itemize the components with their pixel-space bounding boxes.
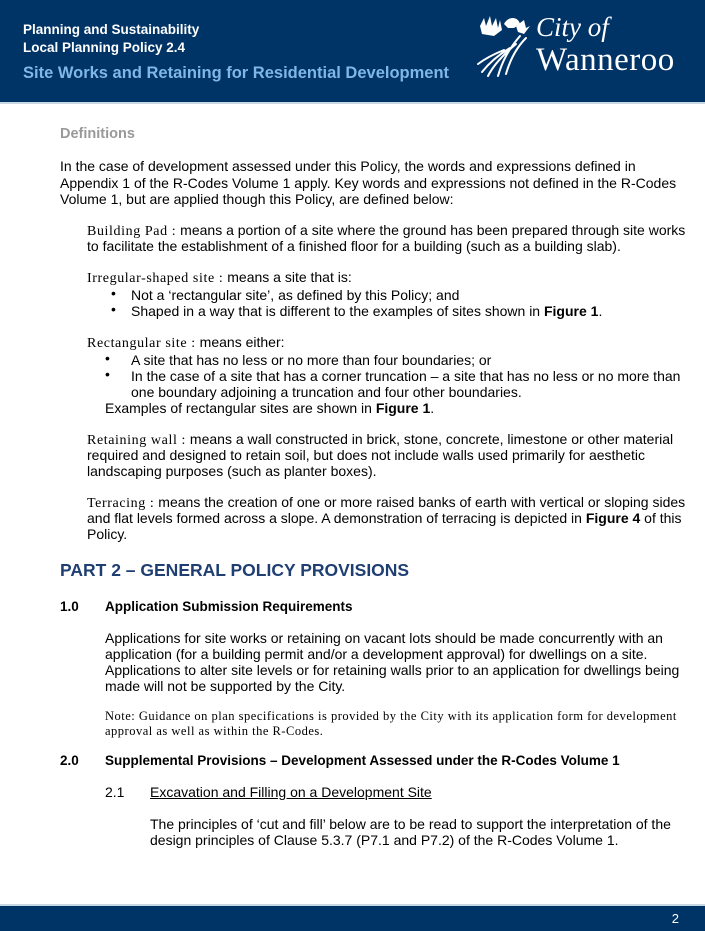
department-label: Planning and Sustainability (23, 22, 200, 37)
section-1-note-line-1: Note: Guidance on plan specifications is provided by the City with its application form for development (105, 709, 677, 723)
logo-wanneroo: Wanneroo (536, 42, 675, 78)
policy-label: Local Planning Policy 2.4 (23, 40, 186, 55)
kangaroo-paw-icon (474, 14, 534, 78)
figure-1-ref: Figure 1 (375, 400, 431, 416)
bullet-icon: • (105, 366, 110, 382)
bullet-text: Shaped in a way that is different to the examples of sites shown in (131, 303, 544, 319)
section-2-title: Supplemental Provisions – Development Assessed under the R-Codes Volume 1 (105, 753, 620, 768)
logo-city-of: City of (536, 12, 609, 42)
definition-text: means either: (195, 334, 285, 350)
definition-irregular-site (87, 269, 352, 287)
term-terracing: Terracing : (87, 496, 155, 511)
definition-retaining-wall-line-3: landscaping purposes (such as planter boxes). (87, 463, 377, 479)
examples-text-end: . (430, 400, 435, 416)
definitions-heading: Definitions (60, 126, 135, 142)
definition-retaining-wall-line-2: required and designed to retain soil, but does not include walls used primarily for aesthetic (87, 447, 645, 463)
figure-4-ref: Figure 4 (585, 510, 641, 526)
terracing-text: and flat levels formed across a slope. A demonstration of terracing is depicted in (87, 510, 586, 526)
bullet-icon: • (111, 285, 116, 301)
section-1-body-line-4: made will not be supported by the City. (105, 678, 346, 694)
section-1-number: 1.0 (60, 599, 79, 614)
definition-text: means a portion of a site where the ground has been prepared through site works (176, 222, 686, 238)
term-building-pad: Building Pad : (87, 224, 177, 239)
terracing-text-end: of this (640, 510, 682, 526)
bullet-icon: • (105, 350, 110, 366)
bullet-icon: • (111, 301, 116, 317)
rectangular-bullet-1: A site that has no less or no more than four boundaries; or (131, 352, 492, 368)
definition-terracing-line-2 (87, 510, 682, 526)
definitions-intro-line-3: Volume 1, but are applied though this Policy, are defined below: (60, 191, 454, 207)
section-1-note-line-2: approval as well as within the R-Codes. (105, 724, 324, 738)
definition-rectangular-site (87, 334, 285, 352)
page-number: 2 (671, 911, 679, 926)
city-logo (474, 12, 694, 82)
irregular-bullet-1: Not a ‘rectangular site’, as defined by this Policy; and (131, 287, 460, 303)
section-2-number: 2.0 (60, 753, 79, 768)
part2-heading: PART 2 – GENERAL POLICY PROVISIONS (60, 560, 410, 580)
definitions-intro-line-2: Appendix 1 of the R-Codes Volume 1 apply. Key words and expressions not defined in the R-Codes (60, 175, 677, 191)
bullet-text-end: . (598, 303, 603, 319)
definition-text: means a site that is: (223, 269, 352, 285)
definition-text: means a wall constructed in brick, stone, concrete, limestone or other material (186, 431, 674, 447)
definition-terracing-line-3: Policy. (87, 526, 128, 542)
examples-text: Examples of rectangular sites are shown in (105, 400, 376, 416)
subsection-2-1-body-line-1: The principles of ‘cut and fill’ below are to be read to support the interpretation of the (150, 816, 671, 832)
term-retaining-wall: Retaining wall : (87, 433, 187, 448)
definitions-intro-line-1: In the case of development assessed under this Policy, the words and expressions defined in (60, 158, 636, 174)
rectangular-bullet-2-line-1: In the case of a site that has a corner truncation – a site that has no less or no more than (131, 368, 681, 384)
subsection-2-1-number: 2.1 (105, 784, 125, 800)
subsection-2-1-title: Excavation and Filling on a Development Site (150, 784, 432, 800)
rectangular-bullet-2-line-2: one boundary adjoining a truncation and four other boundaries. (131, 384, 522, 400)
figure-1-ref: Figure 1 (543, 303, 599, 319)
rectangular-examples (105, 400, 434, 416)
term-rectangular-site: Rectangular site : (87, 336, 196, 351)
definition-building-pad-line-2: to facilitate the establishment of a finished floor for a building (such as a building slab). (87, 238, 621, 254)
subsection-2-1-body-line-2: design principles of Clause 5.3.7 (P7.1 and P7.2) of the R-Codes Volume 1. (150, 832, 619, 848)
document-title: Site Works and Retaining for Residential Development (23, 64, 450, 82)
section-1-title: Application Submission Requirements (105, 599, 353, 614)
irregular-bullet-2 (131, 303, 602, 319)
page-footer (0, 904, 705, 931)
definition-text: means the creation of one or more raised banks of earth with vertical or sloping sides (154, 494, 686, 510)
section-1-body-line-3: Applications to alter site levels or for retaining walls prior to an application for dwellings being (105, 662, 680, 678)
term-irregular-site: Irregular-shaped site : (87, 271, 224, 286)
page-header (0, 0, 705, 104)
section-1-body-line-2: application (for a building permit and/or a development approval) for dwellings on a site. (105, 646, 648, 662)
section-1-body-line-1: Applications for site works or retaining on vacant lots should be made concurrently with an (105, 630, 663, 646)
